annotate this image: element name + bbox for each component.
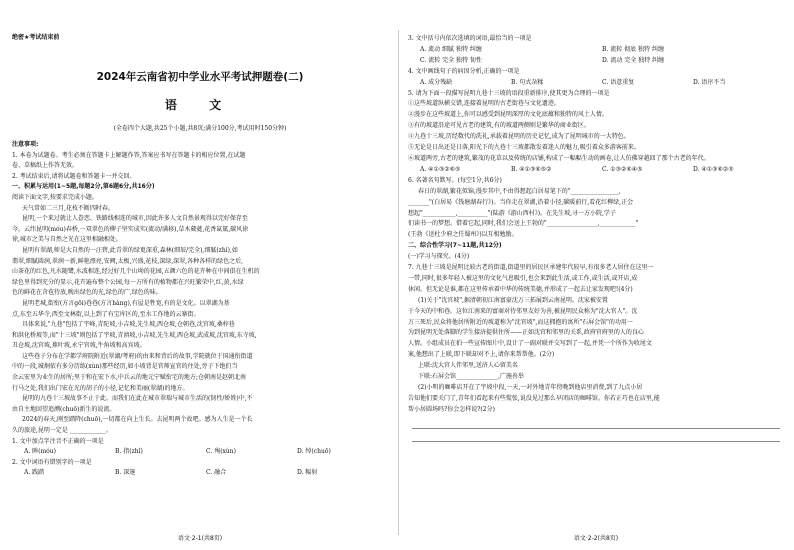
question-1	[12, 437, 388, 458]
option-row	[12, 468, 388, 479]
exam-meta: (全卷四个大题,共25个小题,共8页;满分100分,考试用时150分钟)	[113, 125, 287, 132]
question-line: 案,他想出了上联,即下联却对不上,请你来帮帮他。(2分)	[408, 351, 555, 359]
fill-line: 想起"___________,__________"(陆游《游山西村》)。在先生坡,寻一方小院,学子	[408, 209, 616, 217]
sentence-line: ①这些坡道纵横交错,连接着昆明的古老街巷与文化遗迹。	[408, 100, 560, 108]
secret-label: 绝密★考试结束前	[12, 34, 60, 41]
question-text: 4. 文中画线句子的病因分析,正确的一项是	[408, 67, 520, 75]
option-d: D. 绰(chuō)	[297, 448, 331, 456]
fill-line: (王勃《送杜少府之任蜀州》)以互相勉励。	[408, 231, 518, 239]
sentence-line: ②漫步在这些坡道上,你可以感受到昆明深厚的文化底蕴和独特的风土人情。	[408, 111, 608, 119]
option-a: A. 眸(móu)	[24, 448, 56, 456]
passage-line: 行马之处,我们出门宏在光的胡子的小径,记忆和美丽(翠湖)的地方。	[12, 384, 189, 392]
question-line: 为到昆明无处落脚的学生接济提供住所——正如沈官和邻里的关系,政府官府里的人的良心	[408, 329, 644, 337]
exam-title: 2024年云南省初中学业水平考试押题卷(二)	[96, 71, 304, 83]
question-line: 休闲。但无论是谁,都在这里传承着中华的传统美德,并形成了一起去让家发现吧!(4分)	[408, 285, 633, 293]
option-a: A. ④①③②⑥⑤	[420, 165, 461, 173]
sentence-line: ⑤无论是日出还是日落,阳光下的九巷十三坡都散发着迷人的魅力,吸引着众多游客前来。	[408, 144, 640, 152]
passage-line: 这些巷子分布在学都学府院附近(翠湖/考府)的由来和背后的故事,学院就位于国通衔街道	[22, 352, 253, 360]
section-2	[408, 241, 784, 442]
page-footer-left: 语文·2-1(共8页)	[177, 535, 223, 542]
note-line: 2. 考试结束后,请将试题卷和答题卡一并交回。	[12, 172, 136, 180]
question-6	[408, 176, 784, 241]
option-row	[408, 56, 784, 67]
passage-line: 昆明,一个来过就让人眷恋、铁路线相连的城市,因此许多人文自然景观得以完好保存至	[22, 215, 248, 223]
answer-line[interactable]	[412, 416, 780, 429]
passage-line: 色的鲜花在含苞待放,晚出绿色的光,绿色的广,绿色的味。	[12, 289, 162, 297]
passage-line: 徐,城市之美与自然之光在这里相融相处。	[12, 236, 122, 244]
option-d: D. 语序不当	[693, 78, 726, 86]
question-line: 一带,同时,很多年轻人被这里的文化气息吸引,也会来到此生活,或工作,或生活,或开店,成	[408, 274, 638, 282]
question-line: 7. 九巷十三坡是昆明比较古老的街道,街道里的居民区承建年代较早,有很多老人居住在这里一	[408, 264, 654, 272]
question-line: 于今天的中和巷。这位江南来的富商对待邻里友好为善,被昆明民众称为"沈大官人"。沈	[408, 307, 638, 315]
couplet-lower: 下联:石屏会馆______________,广施善举	[418, 373, 524, 381]
question-4	[408, 67, 784, 89]
passage-line: 天气常如二三月,花枝不断四时春。	[22, 204, 114, 212]
option-row	[408, 78, 784, 89]
sentence-line: ⑥坡道两旁,古老的建筑,繁茂的花草以及传统的店铺,构成了一幅幅生动的画卷,让人仿佛穿越回了那个古老的年代。	[408, 154, 710, 162]
question-line: (1)关于"沈官坡",据清朝初江南富豪沈万三拓展到云南昆明。沈家被安置	[418, 296, 608, 304]
question-text: 5. 请为下面一段描写昆明九巷十三坡的语段重新排序,使其更为合理的一项是	[408, 89, 610, 97]
option-b: B. 流转 彻底 独特 纠缠	[602, 45, 664, 53]
option-d: D. 流动 完全 独特 纠缠	[602, 56, 665, 64]
question-5	[408, 89, 784, 176]
notes-block	[12, 140, 388, 182]
couplet-upper: 上联:沈大官人伴邻里,送济人心留美名	[418, 362, 518, 370]
question-3	[408, 34, 784, 67]
note-line: 卷、草稿纸上作答无效。	[12, 162, 79, 170]
fill-line: 们读书一的梦想。借着它起,同时,我们会送上王勃的"_________________,____________"	[408, 220, 639, 228]
section-heading: 一、积累与运用(1~5题,每题2分,第6题6分,共16分)	[12, 183, 155, 191]
passage-line: 点,东至五华寺,西至文林街,以上到了有宝库区的,至水工作地的云寨街。	[12, 310, 200, 318]
passage-line: 由自主地回望追溯(chuō)新生的说流。	[12, 405, 116, 413]
passage-line: 具体来说,"九巷"包括了宇峰,青陀坡,小吉坡,先生坡,西仓坡,仓朝巷,沈官坡,桑梓巷	[22, 321, 235, 329]
option-b: B. ④①③⑥⑤②	[511, 165, 552, 173]
sentence-line: ③有的坡道沿途可见古老的建筑,有的坡道两侧则是繁华的商业街区。	[408, 122, 590, 130]
passage-line: 今。云纬昆明(móu)春桥,一双翠色的柳子坚实成实(流动/满移),草木葳蕤,花香氤氲,碳风徐	[12, 225, 249, 233]
right-column	[408, 0, 784, 550]
option-b: B. 句式杂糅	[511, 78, 544, 86]
question-2	[12, 458, 388, 479]
option-row	[408, 165, 784, 176]
section-intro: 阅读下面文字,按要求完成小题。	[12, 193, 98, 201]
option-c: C. 语意重复	[602, 78, 635, 86]
option-d: D. 幅射	[297, 469, 318, 477]
option-b: B. 指(zhǐ)	[115, 448, 143, 456]
option-c: C. ①③②⑥④⑤	[602, 165, 643, 173]
passage-line: 中的一段,城炯依有多分历练(xùn)那些经历,如小坡背是官师宣官的住处,旁子下绝们当	[12, 363, 238, 371]
question-text: 1. 文中加点字注音不正确的一项是	[12, 437, 104, 445]
subject-title: 语 文	[164, 98, 236, 112]
left-column	[12, 0, 388, 550]
notes-heading: 注意事项:	[12, 141, 39, 148]
answer-line[interactable]	[412, 429, 780, 442]
option-d: D. ④①③⑥②⑤	[693, 165, 734, 173]
passage-line: 余云宏里为业生的居所;里于和在宏下水,中兵云的地元宁赋衔宅的地方;仓朝南是赵朝北南	[12, 374, 246, 382]
question-line: (2)小明的咖啡店开在了宇坡中段,一天,一对外地青年傍晚到他店里消费,到了九点小居	[418, 384, 643, 391]
option-row	[408, 45, 784, 56]
option-a: A. 成分残缺	[420, 78, 453, 86]
option-c: C. 流转 完全 独特 韧性	[420, 56, 482, 64]
passage-line: 和洪化桥坡等,而"十三坡"则包括了宇坡,青滇坡,小吉坡,先生坡,西仓坡,武成坡,沈官坡,东寺坡,	[12, 331, 257, 339]
column-divider	[398, 30, 399, 535]
option-a: A. 流动 细腻 独特 纠缠	[420, 45, 482, 53]
fill-line: 春日的翠湖,繁花似锦,漫步其中,不由得想起白居易笔下的"________________,	[418, 187, 621, 195]
passage-line: 2024的春天,刚至踏降(chuō),一切都在向上生长。去昆明两个故吧。感为人生是一个长	[22, 416, 253, 424]
question-line: 万三死后,民众将他居所附近的坡道称为"沈官坡",而这拥抱的寓所"石屏会馆"的功用一	[408, 318, 633, 326]
reading-passage	[12, 204, 388, 437]
option-a: A. 践踏	[24, 469, 45, 477]
note-line: 1. 本卷为试题卷。考生必须在答题卡上解题作答,答案应书写在答题卡的相应位置,在试题	[12, 151, 246, 159]
sentence-line: ④九巷十三坡,历经数代的洗礼,承载着昆明的历史记忆,成为了昆明城市的一大特色。	[408, 133, 630, 141]
passage-line: 久的旅途,昆明一定是 ____________。	[12, 427, 112, 435]
passage-line: 昆明的九巷十三坡故事不止于此。而我们在此在城市翠瑞与城市生活的(韧性/娇姓)中,不	[22, 395, 253, 403]
passage-line: 山茶花的红色,凡水随鹭,水波相连,经过好几个山坳的花园,五颜六色的花卉种在中间俱在生机的	[12, 268, 260, 276]
question-text: 3. 文中括号内依次选填的词语,最恰当的一项是	[408, 35, 532, 42]
question-line: 告知他们要关门了,青年们看起来有些慌张,说没见过那么早闭店的咖啡馆。你若正巧也在店里,能	[408, 394, 660, 402]
subsection-heading: (一)学习与探究。(4分)	[408, 253, 470, 261]
passage-line: 昆明有翠湖,师是大自然的一汪碧,此青翠的绿更深重,森林(细辰/完全),细腻(zhì),如	[22, 246, 238, 254]
question-text: 2. 文中词语有错别字的一项是	[12, 458, 92, 466]
question-text: 6. 名著名句默写。(每空1分,共6分)	[408, 176, 502, 184]
fill-line: _______"(白居易《钱塘湖春行》)。当你走在翠湖,沿着小径,碳暖前行,看花红柳绿,正会	[408, 198, 634, 206]
question-line: 帮小居圆场吗?你会怎样说?(2分)	[408, 405, 495, 413]
passage-line: 丑仓坡,沈官坡,蕉叶坡,永宁官坡,牛角坡和高宾坡。	[12, 342, 146, 350]
passage-line: 昆明老城,街衔(方言gōi)巷巷(方言hàng),有屋是牲宽,有的是文化。以翠湖为基	[22, 299, 230, 307]
passage-line: 绿色里得到充分的显示,花卉遍布整个公园,每一方所有的植物都在兴旺繁荣中,红,黄,水绿	[12, 278, 244, 286]
option-c: C. 融合	[206, 469, 227, 477]
option-c: C. 殉(xùn)	[206, 448, 236, 456]
option-row	[12, 447, 388, 458]
passage-line: 翡翠,细腻圆润,翠润一新,鲜艳漂亮,安阙,太极,兴盛,花枝,深绿,深翠,各种各样的绿色之后,	[12, 257, 243, 265]
section-heading: 二、综合性学习(7~11题,共12分)	[408, 242, 502, 250]
option-b: B. 深邃	[115, 469, 136, 477]
question-line: 人情。小组成员在拍一些宣传图片中,设计了一副对联并交写到了一起,并凭一个所作为收尾文	[408, 340, 652, 348]
page-footer-right: 语文·2-2(共8页)	[573, 535, 619, 542]
